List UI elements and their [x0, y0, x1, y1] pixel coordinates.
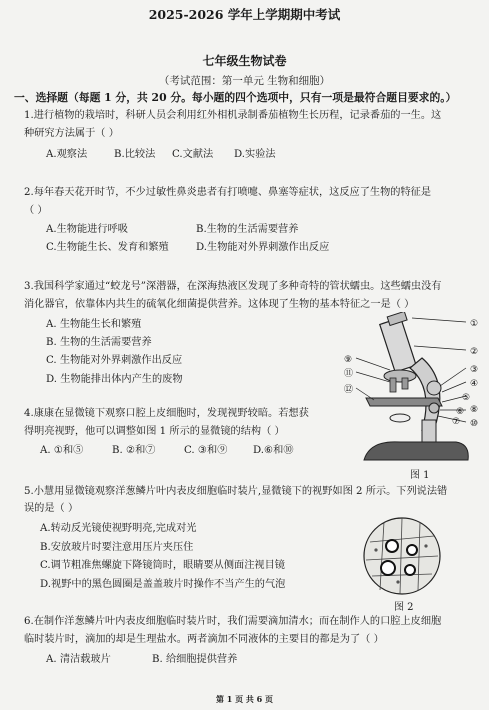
q6-option-b: B. 给细胞提供营养	[152, 654, 238, 665]
microscope-base	[364, 442, 468, 460]
fig1-label-3: ③	[470, 365, 479, 375]
bubble	[381, 561, 395, 575]
q2-option-b: B.生物的生活需要营养	[196, 224, 299, 235]
q5-option-c: C.调节粗准焦螺旋下降镜筒时，眼睛要从侧面注视目镜	[40, 560, 285, 571]
exam-subtitle: 七年级生物试卷	[202, 54, 287, 68]
fig1-label-8: ⑧	[470, 405, 479, 415]
q3-option-a: A. 生物能生长和繁殖	[46, 319, 142, 330]
q3-stem-line1: 3.我国科学家通过“蛟龙号”深潜器，在深海热液区发现了多种奇特的管状蠕虫。这些蠕虫没有	[24, 281, 442, 292]
q3-stem-line2: 消化器官，依靠体内共生的硫氧化细菌提供营养。这体现了生物的基本特征之一是（ ）	[24, 299, 415, 310]
q2-stem-line1: 2.每年春天花开时节，不少过敏性鼻炎患者有打喷嚏、鼻塞等症状，这反应了生物的特征是	[24, 187, 432, 198]
fig1-label-2: ②	[470, 347, 479, 357]
objective-lens-1	[390, 378, 396, 392]
fig1-label-6: ⑥	[456, 407, 465, 417]
q4-option-d: D.⑥和⑩	[253, 445, 294, 456]
figure1-caption: 图 1	[410, 470, 430, 481]
q4-option-a: A. ①和⑤	[40, 445, 84, 456]
exam-scope: （考试范围：第一单元 生物和细胞）	[158, 75, 331, 87]
q1-option-d: D.实验法	[234, 149, 276, 160]
bubble	[405, 565, 415, 575]
microscope-eyepiece	[387, 312, 407, 326]
fig1-label-1: ①	[470, 319, 479, 329]
section-heading: 一、选择题（每题 1 分，共 20 分。每小题的四个选项中，只有一项是最符合题目要求的。）	[14, 91, 457, 104]
exam-title: 2025-2026 学年上学期期中考试	[148, 7, 341, 22]
fig1-label-9: ⑨	[344, 355, 353, 365]
figure2-caption: 图 2	[394, 602, 414, 613]
q5-stem-line1: 5.小慧用显微镜观察洋葱鳞片叶内表皮细胞临时装片,显微镜下的视野如图 2 所示。下列说法错	[24, 486, 448, 497]
q1-stem-line1: 1.进行植物的栽培时，科研人员会利用红外相机录制番茄植物生长历程，记录番茄的一生。这	[24, 110, 442, 121]
page-footer: 第 1 页 共 6 页	[215, 694, 274, 704]
q4-option-b: B. ②和⑦	[112, 445, 156, 456]
microscope-pillar	[422, 420, 436, 444]
q4-stem-line2: 得明亮视野，他可以调整如图 1 所示的显微镜的结构（ ）	[24, 426, 285, 437]
q1-stem-line2: 种研究方法属于（ ）	[24, 128, 119, 139]
q2-option-c: C.生物能生长、发育和繁殖	[46, 242, 169, 253]
q1-option-b: B.比较法	[114, 149, 156, 160]
q6-stem-line1: 6.在制作洋葱鳞片叶内表皮细胞临时装片时，我们需要滴加清水；而在制作人的口腔上皮细胞	[24, 616, 442, 627]
q2-stem-line2: （ ）	[24, 205, 48, 216]
q5-option-b: B.安放玻片时要注意用压片夹压住	[40, 542, 194, 553]
bubble	[386, 540, 398, 552]
microscope-mirror	[390, 414, 410, 422]
q5-option-a: A.转动反光镜使视野明亮,完成对光	[40, 523, 197, 534]
q2-option-d: D.生物能对外界刺激作出反应	[196, 242, 330, 253]
q6-stem-line2: 临时装片时，滴加的却是生理盐水。两者滴加不同液体的主要目的都是为了（ ）	[24, 634, 384, 645]
fig1-label-11: ⑪	[344, 369, 354, 379]
q4-stem-line1: 4.康康在显微镜下观察口腔上皮细胞时，发现视野较暗。若想获	[24, 408, 309, 419]
q5-option-d: D.视野中的黑色圆圈是盖盖玻片时操作不当产生的气泡	[40, 579, 286, 590]
q6-option-a: A. 清洁载玻片	[46, 654, 111, 665]
q3-option-b: B. 生物的生活需要营养	[46, 337, 152, 348]
bubble	[407, 545, 417, 555]
objective-lens-2	[402, 378, 408, 389]
coarse-focus-knob	[427, 381, 441, 395]
fine-focus-knob	[429, 403, 439, 413]
figure1-microscope	[330, 312, 488, 480]
fig1-label-5: ⑤	[462, 393, 471, 403]
microscope-tube	[380, 318, 416, 372]
q1-option-c: C.文献法	[172, 149, 214, 160]
microscope-nosepiece	[384, 370, 416, 382]
q2-option-a: A.生物能进行呼吸	[46, 224, 128, 235]
fig1-label-4: ④	[470, 379, 479, 389]
fig1-label-12: ⑫	[344, 385, 354, 395]
fig1-label-7: ⑦	[452, 417, 461, 427]
figure2-field-of-view	[362, 516, 442, 596]
q4-option-c: C. ③和⑨	[184, 445, 228, 456]
q5-stem-line2: 误的是（ ）	[24, 503, 79, 514]
q3-option-c: C. 生物能对外界刺激作出反应	[46, 355, 183, 366]
q3-option-d: D. 生物能排出体内产生的废物	[46, 374, 183, 385]
q1-option-a: A.观察法	[46, 149, 88, 160]
fig1-label-10: ⑩	[470, 419, 479, 429]
